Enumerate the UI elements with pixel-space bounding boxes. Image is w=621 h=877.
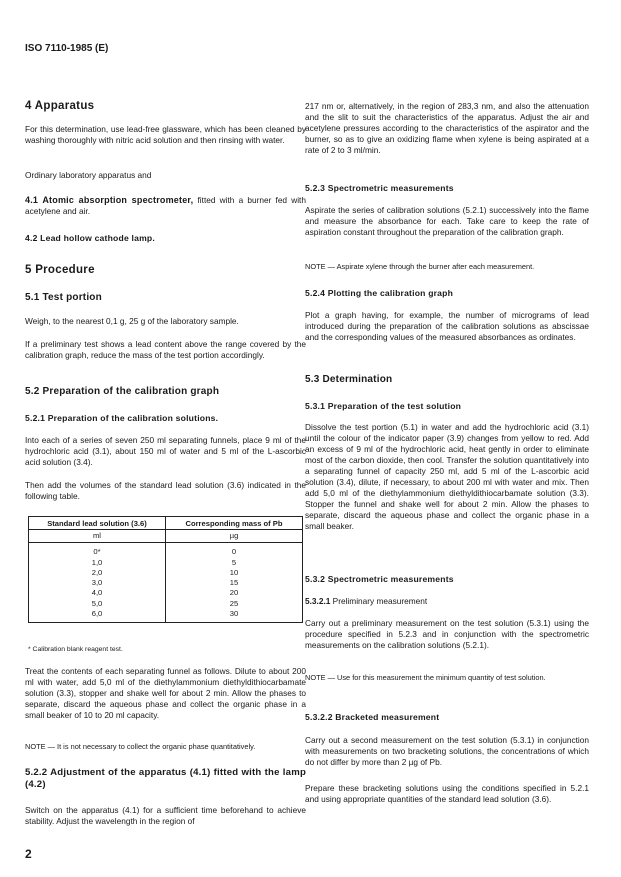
section-5-1-heading: 5.1 Test portion (25, 292, 102, 303)
table-row (29, 578, 303, 588)
table-row (29, 543, 303, 558)
paragraph: Into each of a series of seven 250 ml separating funnels, place 9 ml of the hydrochloric acid (3.1), about 150 ml of water and 5 ml of the L-ascorbic acid solution (3.4). (25, 435, 306, 467)
section-title: Preliminary measurement (330, 596, 428, 606)
paragraph: If a preliminary test shows a lead content above the range covered by the calibration graph, reduce the mass of the test portion accordingly. (25, 339, 306, 360)
section-number: 5.3.2.1 (305, 596, 331, 606)
section-5-3-heading: 5.3 Determination (305, 374, 393, 385)
table-cell: 20 (166, 588, 303, 598)
paragraph: Carry out a second measurement on the test solution (5.3.1) in conjunction with measurements on two bracketing solutions, the concentrations of which do not differ by more than 2 µg of Pb. (305, 735, 589, 767)
column-header: Standard lead solution (3.6) (29, 517, 166, 530)
table-cell: 10 (166, 568, 303, 578)
section-4-2-heading: 4.2 Lead hollow cathode lamp. (25, 233, 155, 243)
table-cell: 1,0 (29, 558, 166, 568)
column-header: Corresponding mass of Pb (166, 517, 303, 530)
paragraph: Ordinary laboratory apparatus and (25, 170, 152, 180)
table-row (29, 568, 303, 578)
table-cell: 5,0 (29, 599, 166, 609)
paragraph: Switch on the apparatus (4.1) for a sufficient time beforehand to achieve stability. Adjust the wavelength in the region of (25, 805, 306, 826)
section-4-1-text: fitted with a burner fed with acetylene and air. (25, 195, 306, 216)
table-row (29, 609, 303, 623)
calibration-table (28, 516, 303, 623)
paragraph: Aspirate the series of calibration solutions (5.2.1) successively into the flame and measure the absorbance for each. Take care to keep the rate of aspiration constant throughout the preparation of the calibration graph. (305, 205, 589, 237)
note: NOTE — It is not necessary to collect the organic phase quantitatively. (25, 742, 256, 751)
section-5-2-heading: 5.2 Preparation of the calibration graph (25, 386, 220, 397)
note: NOTE — Use for this measurement the minimum quantity of test solution. (305, 673, 546, 682)
note: NOTE — Aspirate xylene through the burner after each measurement. (305, 262, 535, 271)
table-cell: 5 (166, 558, 303, 568)
unit-cell: µg (166, 530, 303, 543)
table-cell: 3,0 (29, 578, 166, 588)
paragraph: Treat the contents of each separating funnel as follows. Dilute to about 200 ml with water, add 5,0 ml of the diethylammonium diethyldithiocarbamate solution (3.3), stopper and shake well for about 2 min. Allow the phases to separate, discard the aqueous phase and collect the organic phase in a small beaker of 10 to 20 ml capacity. (25, 666, 306, 720)
table-cell: 0 (166, 543, 303, 558)
section-4-1-heading: 4.1 Atomic absorption spectrometer, (25, 195, 194, 205)
paragraph: Carry out a preliminary measurement on the test solution (5.3.1) using the procedure specified in 5.2.3 and in conjunction with the spectrometric measurements on the calibration solutions (5.2.1). (305, 618, 589, 650)
table-cell: 15 (166, 578, 303, 588)
paragraph: Weigh, to the nearest 0,1 g, 25 g of the laboratory sample. (25, 316, 239, 326)
section-4-heading: 4 Apparatus (25, 100, 95, 112)
table-cell: 2,0 (29, 568, 166, 578)
page-number: 2 (25, 847, 32, 861)
section-5-3-2-1-heading (305, 596, 589, 607)
table-cell: 0* (29, 543, 166, 558)
section-5-2-1-heading: 5.2.1 Preparation of the calibration solutions. (25, 413, 219, 423)
table-cell: 25 (166, 599, 303, 609)
paragraph: Dissolve the test portion (5.1) in water and add the hydrochloric acid (3.1) until the colour of the indicator paper (3.9) changes from yellow to red. Add an excess of 9 ml of the hydrochloric acid, heat gently in order to eliminate most of the carbon dioxide, then cool. Transfer the solution quantitatively into a separating funnel of capacity 250 ml, add 5 ml of the L-ascorbic acid solution (3.4), dilute, if necessary, to about 200 ml with water and mix. Then add 5,0 ml of the diethylammonium diethyldithiocarbamate solution (3.3). Stopper the funnel and shake well for about 2 min. Allow the phases to separate, discard the aqueous phase and collect the organic phase in a small beaker. (305, 422, 589, 531)
section-5-3-1-heading: 5.3.1 Preparation of the test solution (305, 401, 462, 411)
section-5-heading: 5 Procedure (25, 264, 95, 276)
table-footnote: * Calibration blank reagent test. (28, 646, 123, 653)
section-5-2-3-heading: 5.2.3 Spectrometric measurements (305, 183, 454, 193)
section-5-2-2-heading: 5.2.2 Adjustment of the apparatus (4.1) fitted with the lamp (4.2) (25, 767, 306, 790)
paragraph: Prepare these bracketing solutions using the conditions specified in 5.2.1 and using appropriate quantities of the standard lead solution (3.6). (305, 783, 589, 804)
document-header: ISO 7110-1985 (E) (25, 43, 109, 54)
table-row (29, 558, 303, 568)
section-5-3-2-heading: 5.3.2 Spectrometric measurements (305, 574, 454, 584)
paragraph: Plot a graph having, for example, the number of micrograms of lead introduced during the preparation of the calibration solutions as abscissae and the corresponding values of the measured absorbances as ordinates. (305, 310, 589, 342)
table-cell: 30 (166, 609, 303, 623)
paragraph: For this determination, use lead-free glassware, which has been cleaned by washing thoroughly with nitric acid solution and then rinsing with water. (25, 124, 306, 145)
table-row (29, 588, 303, 598)
unit-cell: ml (29, 530, 166, 543)
paragraph-4-1 (25, 195, 306, 217)
paragraph: 217 nm or, alternatively, in the region of 283,3 nm, and also the attenuation and the slit to suit the characteristics of the apparatus. Adjust the air and acetylene pressures according to the characteristics of the aspirator and the burner, so as to give an oxidizing flame when xylene is being aspirated at a rate of 2 to 3 ml/min. (305, 101, 589, 155)
table-row (29, 599, 303, 609)
section-5-3-2-2-heading: 5.3.2.2 Bracketed measurement (305, 712, 440, 722)
table-cell: 6,0 (29, 609, 166, 623)
paragraph: Then add the volumes of the standard lead solution (3.6) indicated in the following table. (25, 480, 306, 501)
table-cell: 4,0 (29, 588, 166, 598)
section-5-2-4-heading: 5.2.4 Plotting the calibration graph (305, 288, 454, 298)
